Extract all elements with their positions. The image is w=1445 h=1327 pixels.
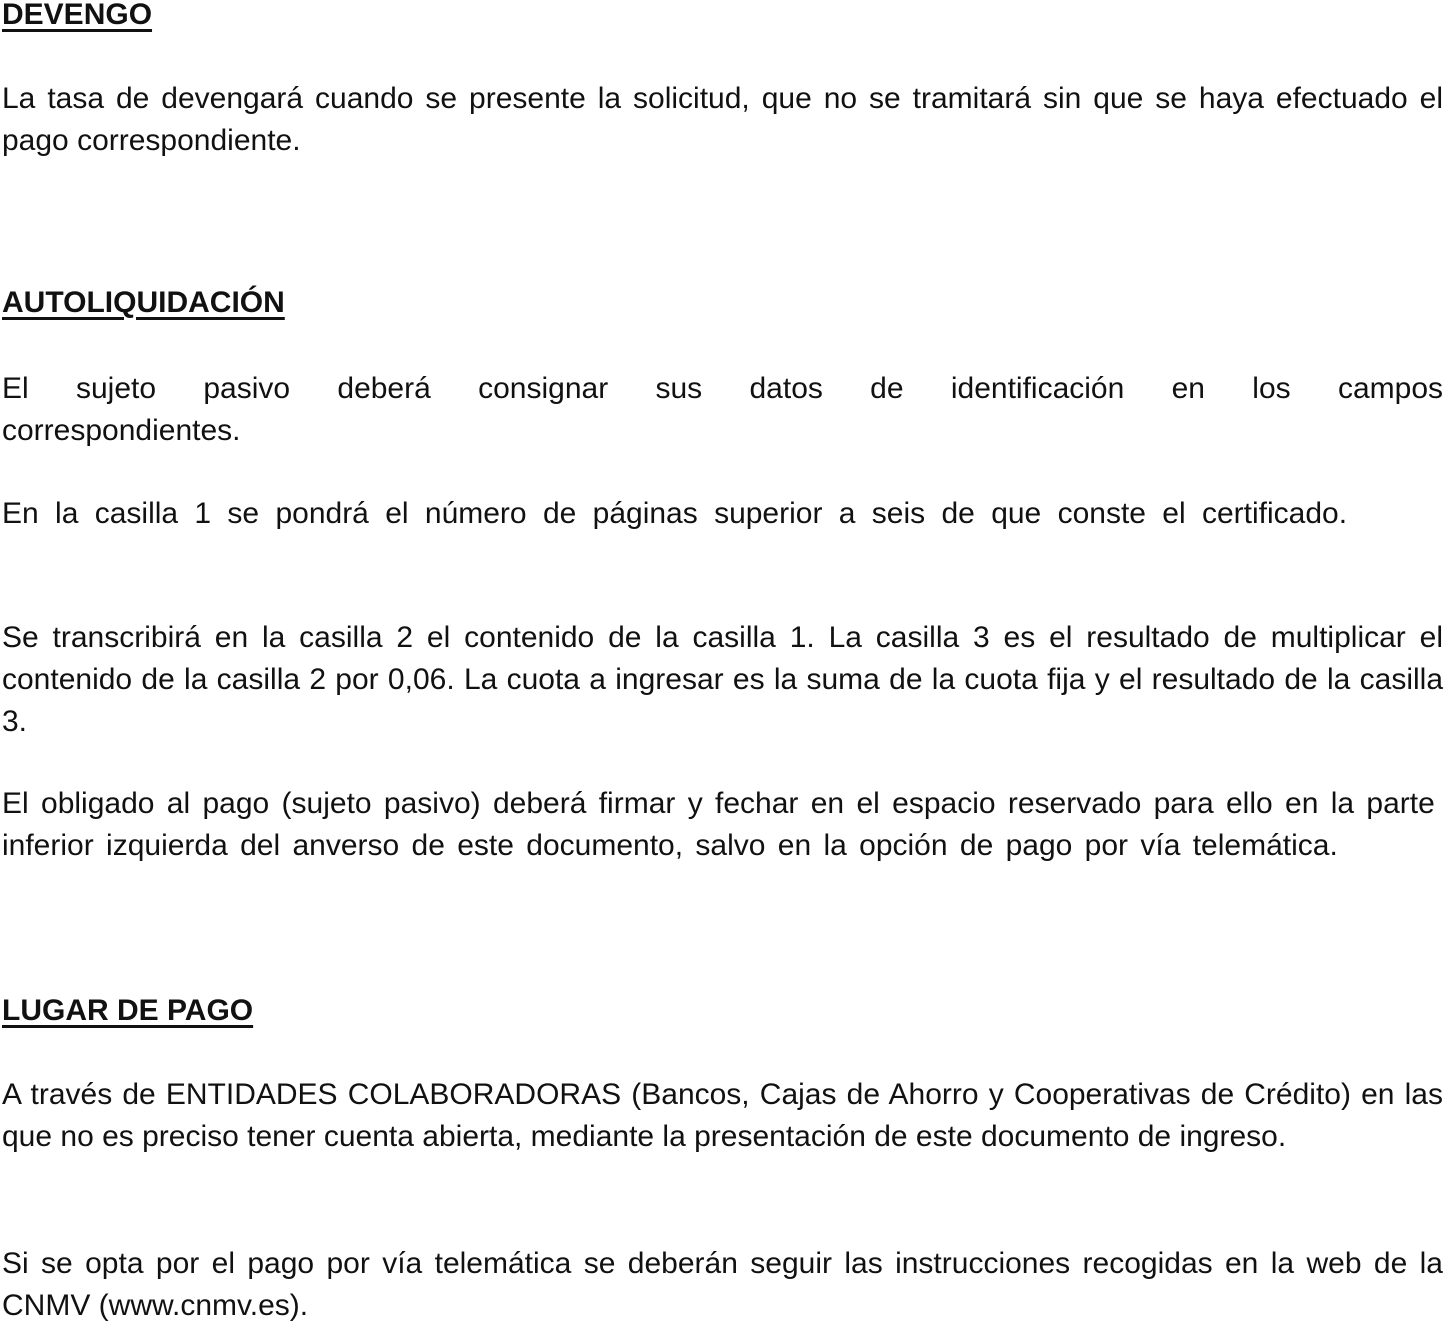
paragraph-autoliquidacion-4: El obligado al pago (sujeto pasivo) deberá firmar y fechar en el espacio reservado para ello en la parte inferior izquierda del anverso de este documento, salvo en la opción de pago por vía telemática.	[2, 787, 1435, 862]
heading-lugar-de-pago: LUGAR DE PAGO	[2, 994, 254, 1027]
paragraph-autoliquidacion-3: Se transcribirá en la casilla 2 el contenido de la casilla 1. La casilla 3 es el resultado de multiplicar el contenido de la casilla 2 por 0,06. La cuota a ingresar es la suma de la cuota fija y el resultado de la casilla 3.	[2, 621, 1443, 738]
paragraph-autoliquidacion-2: En la casilla 1 se pondrá el número de páginas superior a seis de que conste el certificado.	[2, 497, 1348, 530]
paragraph-autoliquidacion-1: El sujeto pasivo deberá consignar sus datos de identificación en los campos correspondientes.	[2, 372, 1443, 447]
paragraph-lugar-de-pago-1: A través de ENTIDADES COLABORADORAS (Bancos, Cajas de Ahorro y Cooperativas de Crédito) en las que no es preciso tener cuenta abierta, mediante la presentación de este documento de ingreso.	[2, 1078, 1443, 1153]
paragraph-devengo-1: La tasa de devengará cuando se presente la solicitud, que no se tramitará sin que se haya efectuado el pago correspondiente.	[2, 82, 1443, 157]
paragraph-lugar-de-pago-2: Si se opta por el pago por vía telemática se deberán seguir las instrucciones recogidas en la web de la CNMV (www.cnmv.es).	[2, 1247, 1443, 1322]
heading-autoliquidacion: AUTOLIQUIDACIÓN	[2, 286, 285, 319]
heading-devengo: DEVENGO	[2, 0, 153, 31]
